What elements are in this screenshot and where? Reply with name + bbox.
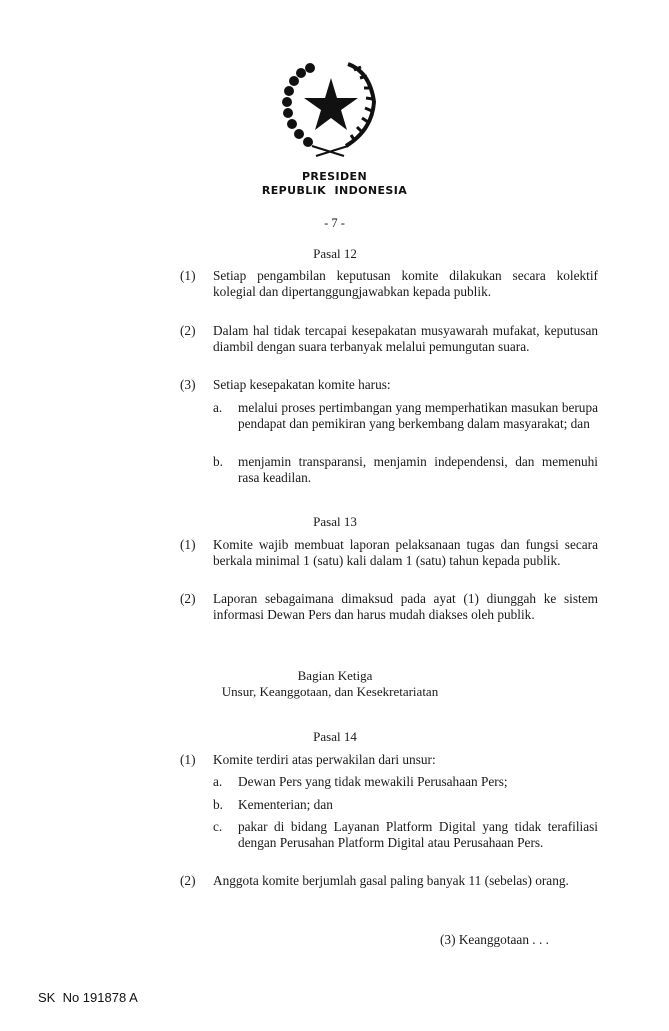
pasal-12-item-1 [180,268,598,300]
subitem-letter: a. [213,774,223,789]
pasal-13-item-2 [180,591,598,623]
item-number: (3) [180,377,196,392]
bagian-title: Bagian Ketiga [297,668,373,683]
item-text: Laporan sebagaimana dimaksud pada ayat (1) diunggah ke sistem informasi Dewan Pers dan harus mudah diakses oleh publik. [213,591,598,622]
pasal-12-subitem-b [213,454,598,486]
item-text: Komite wajib membuat laporan pelaksanaan tugas dan fungsi secara berkala minimal 1 (satu) kali dalam 1 (satu) tahun kepada publik. [213,537,598,568]
pasal-12-item-2 [180,323,598,355]
item-text: Anggota komite berjumlah gasal paling banyak 11 (sebelas) orang. [213,873,569,888]
subitem-text: melalui proses pertimbangan yang memperhatikan masukan berupa pendapat dan pemikiran yang berkembang dalam masyarakat; dan [238,400,598,431]
item-number: (1) [180,537,196,552]
subitem-letter: a. [213,400,223,415]
pasal-12-item-3 [180,377,598,393]
item-number: (2) [180,591,196,606]
pasal-14-subitem-a [213,774,598,790]
pasal-12-subitem-a [213,400,598,432]
header-presiden: PRESIDEN [301,170,368,183]
subitem-text: Dewan Pers yang tidak mewakili Perusahaan Pers; [238,774,508,789]
pasal-13-title: Pasal 13 [313,514,357,529]
pasal-13-item-1 [180,537,598,569]
item-text: Komite terdiri atas perwakilan dari unsur: [213,752,436,767]
pasal-14-title: Pasal 14 [313,729,357,744]
item-text: Dalam hal tidak tercapai kesepakatan musyawarah mufakat, keputusan diambil dengan suara terbanyak melalui pemungutan suara. [213,323,598,354]
subitem-letter: c. [213,819,223,834]
header-republik-indonesia: REPUBLIK INDONESIA [261,184,408,197]
item-number: (2) [180,323,196,338]
pasal-14-subitem-c [213,819,598,851]
subitem-text: pakar di bidang Layanan Platform Digital yang tidak terafiliasi dengan Perusahan Platform Digital atau Perusahaan Pers. [238,819,598,850]
bagian-subtitle: Unsur, Keanggotaan, dan Kesekretariatan [221,684,439,699]
continuation-marker: (3) Keanggotaan . . . [440,932,549,947]
page-number: - 7 - [324,216,345,230]
pasal-12-title: Pasal 12 [313,246,357,261]
subitem-letter: b. [213,797,223,812]
pasal-14-item-2 [180,873,598,889]
item-number: (1) [180,268,196,283]
subitem-letter: b. [213,454,223,469]
presidential-emblem-icon [276,60,386,160]
item-text: Setiap pengambilan keputusan komite dilakukan secara kolektif kolegial dan dipertanggungjawabkan kepada publik. [213,268,598,299]
footer-document-code: SK No 191878 A [38,990,138,1005]
subitem-text: menjamin transparansi, menjamin independensi, dan memenuhi rasa keadilan. [238,454,598,485]
subitem-text: Kementerian; dan [238,797,333,812]
item-number: (2) [180,873,196,888]
pasal-14-item-1 [180,752,598,768]
pasal-14-subitem-b [213,797,598,813]
item-number: (1) [180,752,196,767]
item-text: Setiap kesepakatan komite harus: [213,377,391,392]
